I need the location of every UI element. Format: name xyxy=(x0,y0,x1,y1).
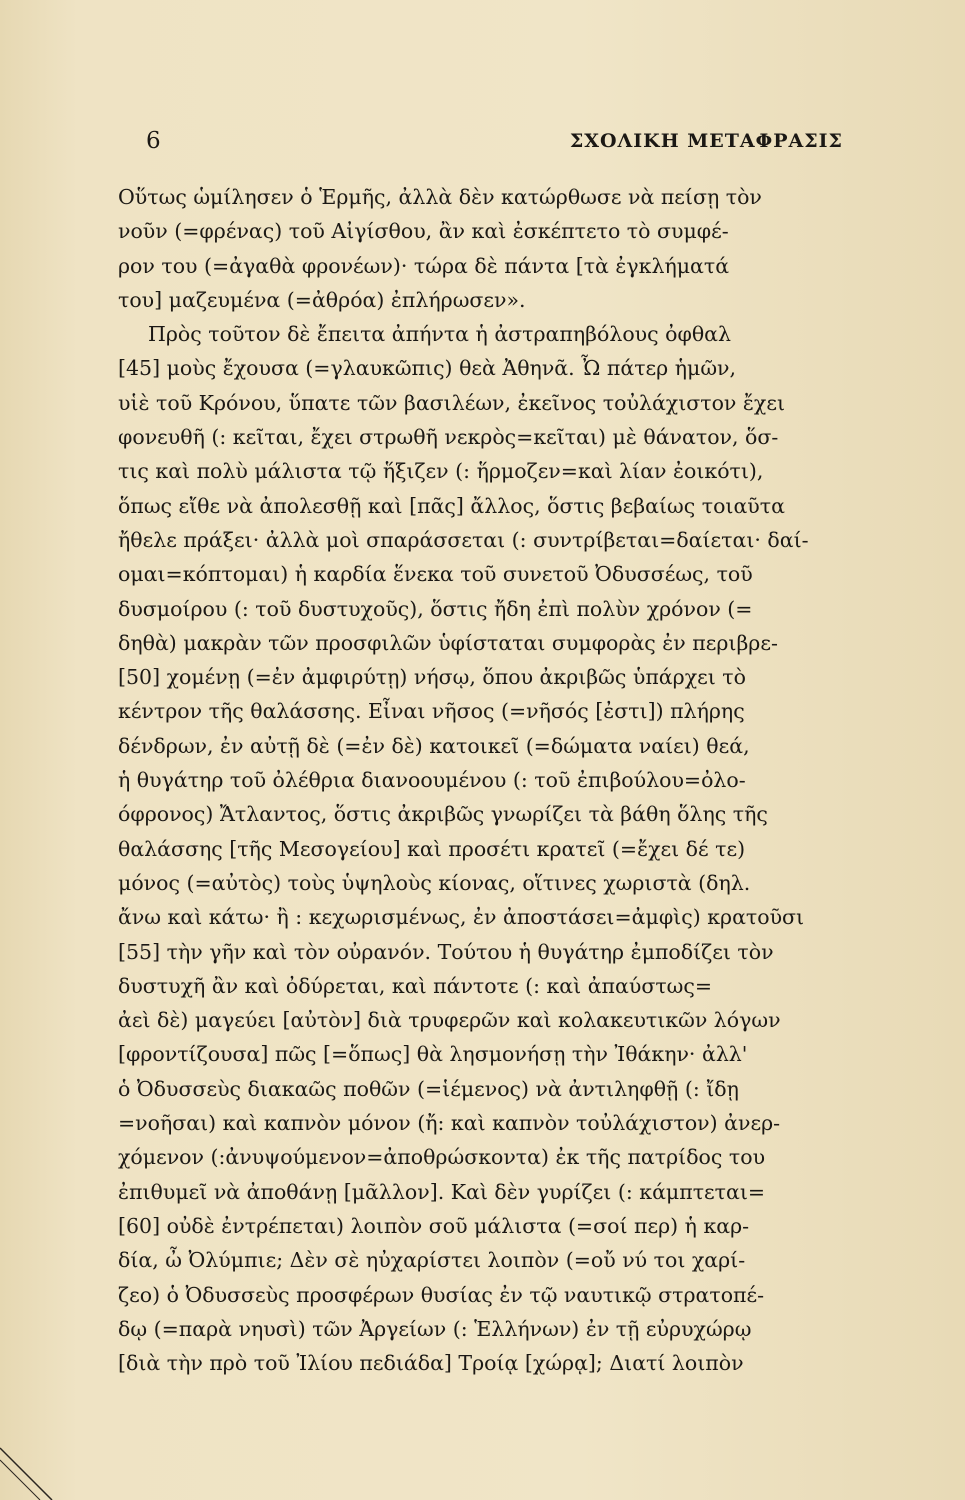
text-line xyxy=(118,420,848,454)
line-text: δυσμοίρου (: τοῦ δυστυχοῦς), ὅστις ἤδη ἐπὶ πολὺν χρόνον (= xyxy=(118,596,753,621)
line-text: ὅπως εἴθε νὰ ἀπολεσθῇ καὶ [πᾶς] ἄλλος, ὅστις βεβαίως τοιαῦτα xyxy=(118,493,785,518)
line-text: θαλάσσης [τῆς Μεσογείου] καὶ προσέτι κρατεῖ (=ἔχει δέ τε) xyxy=(118,836,746,861)
text-line xyxy=(118,1037,848,1071)
line-text: [55] τὴν γῆν καὶ τὸν οὐρανόν. Τούτου ἡ θυγάτηρ ἐμποδίζει τὸν xyxy=(118,939,774,964)
text-line xyxy=(118,489,848,523)
line-text: μόνος (=αὐτὸς) τοὺς ὑψηλοὺς κίονας, οἵτινες χωριστὰ (δηλ. xyxy=(118,870,751,895)
text-line xyxy=(118,797,848,831)
line-text: τις καὶ πολὺ μάλιστα τῷ ἥξιζεν (: ἥρμοζεν=καὶ λίαν ἐοικότι), xyxy=(118,459,764,484)
text-line xyxy=(118,317,848,351)
line-text: [60] οὐδὲ ἐντρέπεται) λοιπὸν σοῦ μάλιστα (=σοί περ) ἡ καρ- xyxy=(118,1213,750,1238)
line-text: ἀεὶ δὲ) μαγεύει [αὐτὸν] διὰ τρυφερῶν καὶ κολακευτικῶν λόγων xyxy=(118,1008,781,1033)
text-line xyxy=(118,249,848,283)
text-line xyxy=(118,214,848,248)
text-line xyxy=(118,557,848,591)
line-text: [διὰ τὴν πρὸ τοῦ Ἰλίου πεδιάδα] Τροίᾳ [χώρᾳ]; Διατί λοιπὸν xyxy=(118,1351,744,1376)
text-line xyxy=(118,969,848,1003)
line-text: υἱὲ τοῦ Κρόνου, ὕπατε τῶν βασιλέων, ἐκεῖνος τοὐλάχιστον ἔχει xyxy=(118,390,785,415)
text-line xyxy=(118,935,848,969)
text-line xyxy=(118,1243,848,1277)
text-line xyxy=(118,660,848,694)
line-text: [45] μοὺς ἔχουσα (=γλαυκῶπις) θεὰ Ἀθηνᾶ. Ὦ πάτερ ἡμῶν, xyxy=(118,356,737,381)
line-text: ρον του (=ἀγαθὰ φρονέων)· τώρα δὲ πάντα [τὰ ἐγκλήματά xyxy=(118,253,730,278)
text-line xyxy=(118,729,848,763)
line-text: ἄνω καὶ κάτω· ἢ : κεχωρισμένως, ἐν ἀποστάσει=ἀμφὶς) κρατοῦσι xyxy=(118,905,805,930)
text-line xyxy=(118,1106,848,1140)
line-text: =νοῆσαι) καὶ καπνὸν μόνον (ἤ: καὶ καπνὸν τοὐλάχιστον) ἀνερ- xyxy=(118,1111,781,1136)
text-line xyxy=(118,1209,848,1243)
corner-fold-mark xyxy=(0,1430,70,1500)
line-text: δένδρων, ἐν αὐτῇ δὲ (=ἐν δὲ) κατοικεῖ (=δώματα ναίει) θεά, xyxy=(118,733,750,758)
line-text: νοῦν (=φρένας) τοῦ Αἰγίσθου, ἂν καὶ ἐσκέπτετο τὸ συμφέ- xyxy=(118,219,729,244)
line-text: δία, ὦ Ὀλύμπιε; Δὲν σὲ ηὐχαρίστει λοιπὸν (=οὔ νύ τοι χαρί- xyxy=(118,1248,746,1273)
text-line xyxy=(118,454,848,488)
line-text: κέντρον τῆς θαλάσσης. Εἶναι νῆσος (=νῆσός [ἐστι]) πλήρης xyxy=(118,699,745,724)
text-line xyxy=(118,180,848,214)
text-line xyxy=(118,626,848,660)
line-text: του] μαζευμένα (=ἀθρόα) ἐπλήρωσεν». xyxy=(118,287,526,312)
text-line xyxy=(118,1072,848,1106)
line-text: Πρὸς τοῦτον δὲ ἔπειτα ἀπήντα ἡ ἀστραπηβόλους ὀφθαλ xyxy=(148,322,732,347)
line-text: [φροντίζουσα] πῶς [=ὅπως] θὰ λησμονήσῃ τὴν Ἰθάκην· ἀλλ' xyxy=(118,1042,748,1067)
text-line xyxy=(118,866,848,900)
text-line xyxy=(118,1346,848,1380)
line-text: ἤθελε πράξει· ἀλλὰ μοὶ σπαράσσεται (: συντρίβεται=δαίεται· δαί- xyxy=(118,527,809,552)
running-head xyxy=(118,128,843,158)
line-text: Οὕτως ὡμίλησεν ὁ Ἑρμῆς, ἀλλὰ δὲν κατώρθωσε νὰ πείσῃ τὸν xyxy=(118,185,762,209)
text-line xyxy=(118,832,848,866)
line-text: ἡ θυγάτηρ τοῦ ὀλέθρια διανοουμένου (: τοῦ ἐπιβούλου=ὀλο- xyxy=(118,768,746,793)
text-line xyxy=(118,900,848,934)
line-text: δυστυχῆ ἂν καὶ ὀδύρεται, καὶ πάντοτε (: καὶ ἀπαύστως= xyxy=(118,973,713,998)
line-text: [50] χομένῃ (=ἐν ἀμφιρύτῃ) νήσῳ, ὅπου ἀκριβῶς ὑπάρχει τὸ xyxy=(118,665,746,690)
text-line xyxy=(118,592,848,626)
line-text: ὁ Ὀδυσσεὺς διακαῶς ποθῶν (=ἱέμενος) νὰ ἀντιληφθῇ (: ἴδῃ xyxy=(118,1076,739,1101)
text-line xyxy=(118,1175,848,1209)
text-line xyxy=(118,1278,848,1312)
line-text: δηθὰ) μακρὰν τῶν προσφιλῶν ὑφίσταται συμφορὰς ἐν περιβρε- xyxy=(118,630,778,655)
body-text xyxy=(118,180,848,1380)
line-text: φονευθῆ (: κεῖται, ἔχει στρωθῆ νεκρὸς=κεῖται) μὲ θάνατον, ὅσ- xyxy=(118,425,779,450)
text-line xyxy=(118,1140,848,1174)
line-text: ομαι=κόπτομαι) ἡ καρδία ἕνεκα τοῦ συνετοῦ Ὀδυσσέως, τοῦ xyxy=(118,562,753,587)
line-text: ζεο) ὁ Ὀδυσσεὺς προσφέρων θυσίας ἐν τῷ ναυτικῷ στρατοπέ- xyxy=(118,1282,765,1307)
line-text: όφρονος) Ἄτλαντος, ὅστις ἀκριβῶς γνωρίζει τὰ βάθη ὅλης τῆς xyxy=(118,802,768,827)
text-line xyxy=(118,351,848,385)
text-line xyxy=(118,386,848,420)
text-line xyxy=(118,1312,848,1346)
text-line xyxy=(118,283,848,317)
text-line xyxy=(118,523,848,557)
line-text: ἐπιθυμεῖ νὰ ἀποθάνῃ [μᾶλλον]. Καὶ δὲν γυρίζει (: κάμπτεται= xyxy=(118,1179,766,1204)
text-line xyxy=(118,694,848,728)
text-line xyxy=(118,1003,848,1037)
running-title: ΣΧΟΛΙΚΗ ΜΕΤΑΦΡΑΣΙΣ xyxy=(569,130,843,152)
line-text: χόμενον (:ἀνυψούμενον=ἀποθρώσκοντα) ἐκ τῆς πατρίδος του xyxy=(118,1145,766,1170)
line-text: δῳ (=παρὰ νηυσὶ) τῶν Ἀργείων (: Ἑλλήνων) ἐν τῇ εὐρυχώρῳ xyxy=(118,1316,752,1341)
text-line xyxy=(118,763,848,797)
page-number: 6 xyxy=(146,128,161,154)
